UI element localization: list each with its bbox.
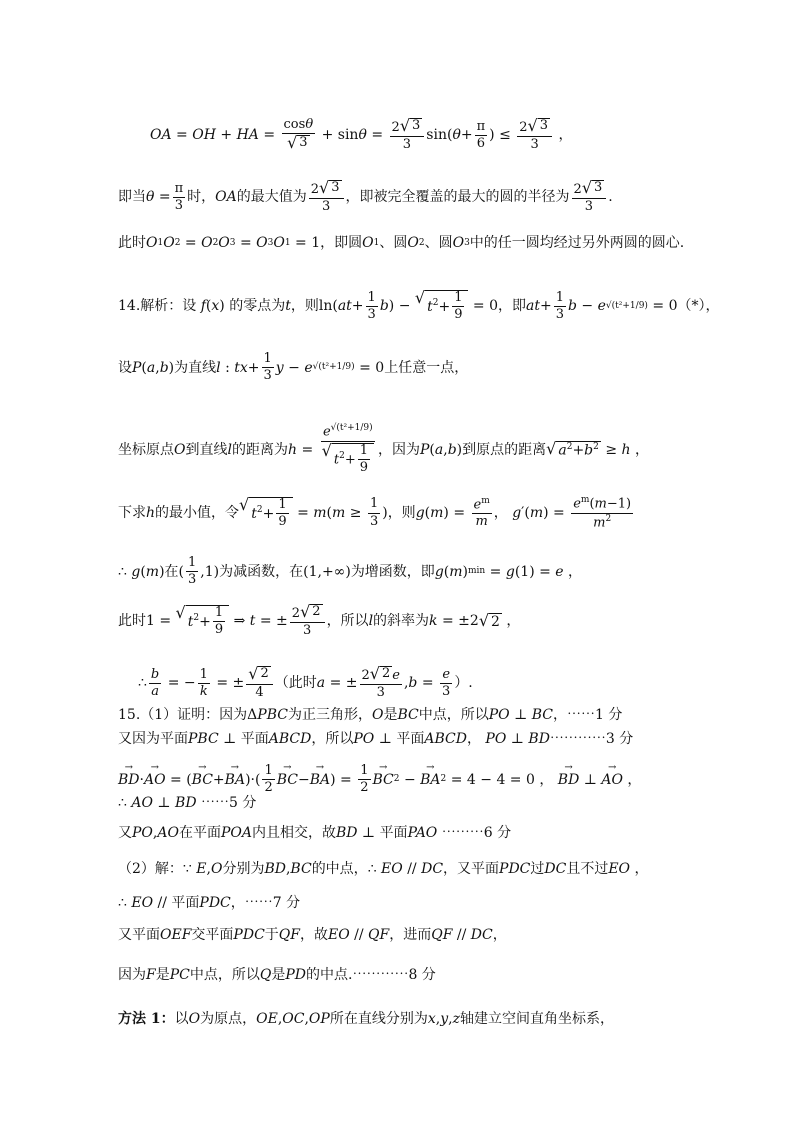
formula-oa: OA = OH + HA = cosθ √ 3 + sin θ = 2 √ 3 3 sin( θ + $\frac{\pi}{6}$ ) ≤ 2 √ 3 3 ， — [150, 116, 573, 153]
text-line-5: 设 P ( a , b ) 为直线 l : tx + $\frac{1}{3}$ y − e √(t²+1/9) = 0 上任意一点， — [118, 351, 469, 384]
text-line-9: 此时 1 = √ $t^2+$ $\frac{1}{9}$ ⇒ t = ± 2 √ 2 3 ，所以 l 的斜率为 k = ±2 √ 2 ， — [118, 602, 521, 639]
text-line-14: ∴ AO ⊥ BD ⋯⋯5 分 — [118, 795, 257, 811]
text-line-8: ∴ g ( m ) 在 ( $\frac{1}{3}$ ,1) 为减函数，在 (1,+∞) 为增函数，即 g ( m ) min = g (1) = e ， — [118, 555, 583, 588]
text-line-16: （2）解： ∵ E , O 分别为 BD , BC 的中点， ∴ EO // DC ，又平面 PDC 过 DC 且不过 EO ， — [118, 861, 649, 877]
text-line-15: 又 PO , AO 在平面 POA 内且相交，故 BD ⊥ 平面 PAO ⋯⋯⋯6 分 — [118, 825, 512, 841]
text-line-13: → BD · → AO = ( → BC + → BA )·( $\frac{1}{2}$ → BC − → BA ) = $\frac{1}{2}$ → BC 2 − → BA 2 = 4 − 4 = 0 ， → BD ⊥ → AO ， — [118, 764, 641, 796]
text-line-12: 又因为平面 PBC ⊥ 平面 ABCD ，所以 PO ⊥ 平面 ABCD ， PO ⊥ BD ⋯⋯⋯⋯3 分 — [118, 731, 634, 747]
text-line-7: 下求 h 的最小值，令 √ $t^2+$ $\frac{1}{9}$ = m ( m ≥ $\frac{1}{3}$ ) ，则 g ( m ) = $\frac{e^m}{m}$ ， g ′( m ) = $\frac{e^m(m-1)}{m^2}$ — [118, 494, 632, 530]
text-line-19: 因为 F 是 PC 中点，所以 Q 是 PD 的中点.⋯⋯⋯⋯8 分 — [118, 967, 436, 983]
text-line-18: 又平面 OEF 交平面 PDC 于 QF ，故 EO // QF ，进而 QF // DC ， — [118, 927, 507, 943]
text-line-4: 14.解析：设 f ( x ) 的零点为 t ，则 ln( at + $\frac{1}{3}$ b ) − √ $t^2+$ $\frac{1}{9}$ = 0 ，即 at + $\frac{1}{3}$ b − e √(t²+1/9) = 0 （*）， — [118, 288, 720, 323]
text-line-17: ∴ EO // 平面 PDC ，⋯⋯7 分 — [118, 895, 301, 911]
text-line-6: 坐标原点 O 到直线 l 的距离为 h = $e^{√(t^2+1/9)}$ √ $t^2+$ $\frac{1}{9}$ ，因为 P ( a , b ) 到原点的距离 √ $a^2+b^2$ ≥ h ， — [118, 423, 649, 475]
text-line-2: 即当 θ = $\frac{\pi}{3}$ 时， OA 的最大值为 2 √ 3 3 ，即被完全覆盖的最大的圆的半径为 2 √ 3 3 . — [118, 178, 613, 215]
text-line-3: 此时 O 1 O 2 = O 2 O 3 = O 3 O 1 = 1 ，即圆 O 1 、圆 O 2 、圆 O 3 中的任一圆均经过另外两圆的圆心. — [118, 235, 685, 251]
text-line-10: ∴ $\frac{b}{a}$ = − $\frac{1}{k}$ = ± √ 2 4 （此时 a = ± 2 √ 2 e 3 , b = $\frac{e}{3}$ ）. — [138, 664, 473, 701]
text-line-11: 15.（1）证明：因为 Δ PBC 为正三角形， O 是 BC 中点，所以 PO ⊥ BC ，⋯⋯1 分 — [118, 707, 623, 723]
text-line-20: 方法 1： 以 O 为原点， OE , OC , OP 所在直线分别为 x , y , z 轴建立空间直角坐标系， — [118, 1011, 614, 1027]
